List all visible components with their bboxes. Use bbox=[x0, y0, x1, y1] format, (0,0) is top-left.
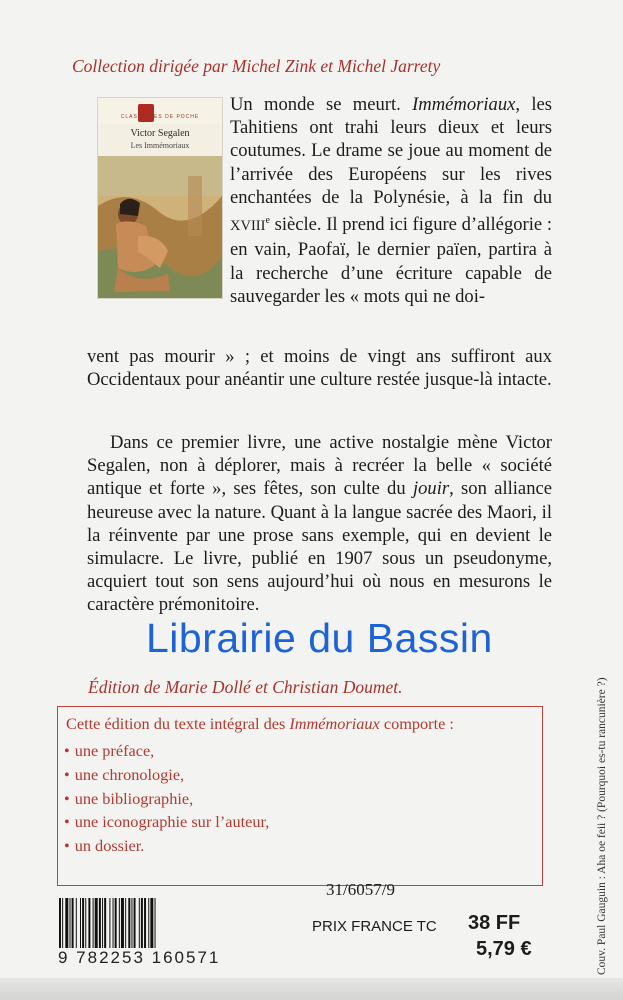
barcode-bar bbox=[148, 898, 149, 948]
barcode-bar bbox=[76, 898, 77, 948]
barcode-bar bbox=[80, 898, 81, 948]
contents-box bbox=[57, 706, 543, 886]
contents-intro-text: Cette édition du texte intégral des bbox=[66, 714, 286, 733]
blurb-paragraph-2 bbox=[87, 431, 552, 617]
contents-item: • une iconographie sur l’auteur, bbox=[64, 810, 269, 834]
blurb-text: siècle. Il prend ici figure d’allégorie : en vain, Paofaï, le dernier païen, partira à la recherche d’une écriture capable de sauvegarder les « mots qui ne doi- bbox=[230, 214, 552, 307]
barcode-bar bbox=[70, 898, 71, 948]
barcode-bar bbox=[119, 898, 120, 948]
blurb-paragraph-1-continued bbox=[87, 345, 552, 391]
contents-intro bbox=[66, 714, 454, 734]
thumbnail-title: Les Immémoriaux bbox=[130, 141, 190, 150]
blurb-text: Un monde se meurt. bbox=[230, 94, 401, 115]
barcode-bar bbox=[93, 898, 94, 948]
contents-item: • une chronologie, bbox=[64, 763, 269, 787]
contents-intro-title: Immémoriaux bbox=[289, 714, 380, 733]
barcode-bar bbox=[62, 898, 63, 948]
barcode-bar bbox=[82, 898, 84, 948]
price-euros: 5,79 € bbox=[476, 938, 532, 960]
blurb-text: , les Tahitiens ont trahi leurs dieux et leurs coutumes. Le drame se joue au moment de l’arrivée des Européens sur les rives enchantées de la Polynésie, à la fin du bbox=[230, 94, 552, 208]
barcode-bar bbox=[155, 898, 156, 948]
barcode-bar bbox=[139, 898, 140, 948]
edition-credit: Édition de Marie Dollé et Christian Doumet. bbox=[88, 677, 403, 697]
cover-thumbnail bbox=[98, 98, 222, 298]
barcode-digits: 9 782253 160571 bbox=[58, 948, 221, 967]
thumbnail-header-band bbox=[98, 98, 222, 124]
contents-item: • un dossier. bbox=[64, 834, 269, 858]
contents-item: • une bibliographie, bbox=[64, 787, 269, 811]
barcode-bar bbox=[59, 898, 61, 948]
barcode-bar bbox=[115, 898, 117, 948]
blurb-text: , son alliance heureuse avec la nature. Quant à la langue sacrée des Maori, il la réinvente par une prose sans exemple, qui en devient le simulacre. Le livre, publié en 1907 sous un pseudonyme, acquiert tout son sens aujourd’hui où nous en mesurons le caractère prémonitoire. bbox=[87, 478, 552, 616]
barcode-bar bbox=[99, 898, 101, 948]
barcode-bar bbox=[102, 898, 103, 948]
barcode-bar bbox=[95, 898, 98, 948]
barcode-bar bbox=[88, 898, 90, 948]
barcode-bar bbox=[113, 898, 114, 948]
barcode-bar bbox=[134, 898, 136, 948]
barcode-bar bbox=[150, 898, 153, 948]
collection-line: Collection dirigée par Michel Zink et Michel Jarrety bbox=[72, 56, 441, 76]
book-bottom-edge bbox=[0, 978, 623, 1000]
century-numeral: XVIII bbox=[230, 218, 266, 235]
barcode-bar bbox=[72, 898, 74, 948]
barcode-bar bbox=[125, 898, 126, 948]
price-label: PRIX FRANCE TC bbox=[312, 918, 437, 935]
barcode-image bbox=[57, 898, 221, 948]
price-francs: 38 FF bbox=[468, 912, 521, 934]
gauguin-painting-image bbox=[98, 156, 222, 298]
barcode-bar bbox=[141, 898, 143, 948]
blurb-italic-title: Immémoriaux bbox=[412, 94, 516, 115]
blurb-text: vent pas mourir » ; et moins de vingt ans suffiront aux Occidentaux pour anéantir une culture restée jusque-là intacte. bbox=[87, 346, 552, 391]
barcode-bar bbox=[128, 898, 130, 948]
contents-item: • une préface, bbox=[64, 739, 269, 763]
bookseller-watermark: Librairie du Bassin bbox=[146, 615, 493, 661]
barcode-bar bbox=[121, 898, 124, 948]
isbn-reference: 31/6057/9 bbox=[326, 880, 395, 899]
barcode-bar bbox=[109, 898, 110, 948]
thumbnail-series: CLASSIQUES DE POCHE bbox=[120, 114, 200, 120]
blurb-text: Dans ce premier livre, une active nostalgie mène Victor Segalen, non à déplorer, mais à recréer la belle « société antique et forte », ses fêtes, son culte du bbox=[87, 432, 552, 500]
contents-intro-text: comporte : bbox=[383, 714, 454, 733]
thumbnail-author: Victor Segalen bbox=[130, 128, 190, 139]
barcode-bar bbox=[104, 898, 106, 948]
barcode-bar bbox=[144, 898, 146, 948]
blurb-italic-word: jouir bbox=[412, 478, 450, 500]
blurb-paragraph-1 bbox=[230, 93, 552, 308]
barcode-bar bbox=[131, 898, 132, 948]
contents-list bbox=[64, 739, 269, 858]
cover-credit: Couv. Paul Gauguin : Aha oe feii ? (Pourquoi es-tu rancunière ?) bbox=[596, 677, 608, 975]
century-superscript: e bbox=[265, 215, 270, 227]
barcode-bar bbox=[85, 898, 86, 948]
barcode-bar bbox=[65, 898, 68, 948]
